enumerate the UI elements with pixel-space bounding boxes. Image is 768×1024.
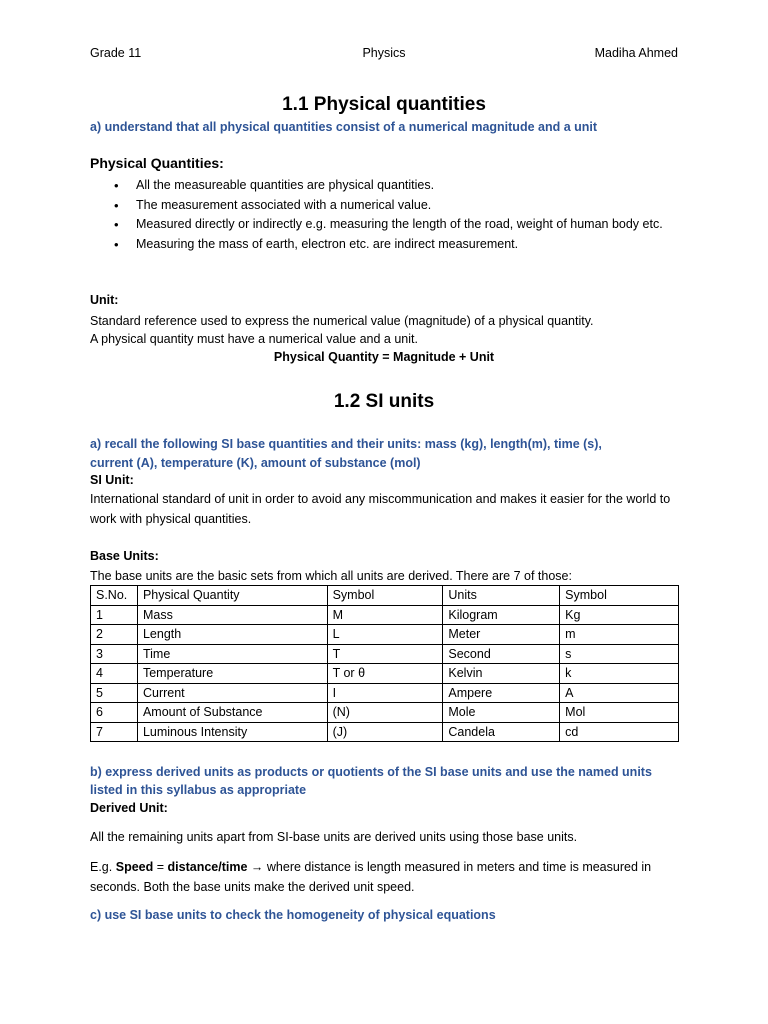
header-grade: Grade 11 [90,46,142,60]
section-2-objective-b-line1: b) express derived units as products or quotients of the SI base units and use the named units [90,765,652,779]
table-row [91,683,679,703]
cell-sno: 2 [91,625,138,645]
section-1-title: 1.1 Physical quantities [282,94,486,115]
unit-requirement: A physical quantity must have a numerical value and a unit. [90,332,418,346]
list-item: • Measured directly or indirectly e.g. measuring the length of the road, weight of human body etc. [90,215,680,235]
cell-symbol: I [327,683,443,703]
cell-sno: 1 [91,605,138,625]
cell-unit: Ampere [443,683,560,703]
cell-symbol: T or θ [327,664,443,684]
speed-example [90,858,680,897]
cell-unit: Kilogram [443,605,560,625]
example-equals: = [156,860,165,874]
list-item: • All the measureable quantities are physical quantities. [90,176,680,196]
cell-symbol: M [327,605,443,625]
section-2-objective-c: c) use SI base units to check the homogeneity of physical equations [90,908,496,922]
section-1-objective: a) understand that all physical quantities consist of a numerical magnitude and a unit [90,120,598,134]
base-units-description: The base units are the basic sets from which all units are derived. There are 7 of those: [90,569,572,583]
cell-unit-symbol: Mol [560,703,679,723]
derived-unit-label: Derived Unit: [90,801,168,815]
cell-quantity: Time [137,644,327,664]
quantity-formula: Physical Quantity = Magnitude + Unit [273,350,495,364]
list-item: • The measurement associated with a numerical value. [90,196,680,216]
col-header-unit-symbol: Symbol [560,586,679,606]
cell-quantity: Current [137,683,327,703]
section-2-objective-b-line2: listed in this syllabus as appropriate [90,783,307,797]
table-header-row [91,586,679,606]
si-unit-label: SI Unit: [90,473,134,487]
table-row [91,722,679,742]
col-header-sno: S.No. [91,586,138,606]
cell-unit: Kelvin [443,664,560,684]
table-row [91,703,679,723]
cell-unit: Meter [443,625,560,645]
cell-unit-symbol: k [560,664,679,684]
cell-quantity: Temperature [137,664,327,684]
table-row [91,605,679,625]
cell-unit-symbol: cd [560,722,679,742]
section-2-objective-a-line1: a) recall the following SI base quantities and their units: mass (kg), length(m), time (s), [90,437,602,451]
unit-definition: Standard reference used to express the numerical value (magnitude) of a physical quantity. [90,314,594,328]
si-unit-definition: International standard of unit in order to avoid any miscommunication and makes it easier for the world to work with physical quantities. [90,492,671,526]
header-subject: Physics [362,46,406,60]
section-2-title: 1.2 SI units [333,391,435,412]
cell-sno: 5 [91,683,138,703]
right-arrow-icon: → [250,860,264,874]
cell-quantity: Amount of Substance [137,703,327,723]
section-2-objective-a-line2: current (A), temperature (K), amount of substance (mol) [90,456,421,470]
cell-quantity: Length [137,625,327,645]
cell-unit-symbol: m [560,625,679,645]
col-header-units: Units [443,586,560,606]
table-row [91,625,679,645]
physical-quantities-heading: Physical Quantities: [90,155,224,171]
list-item: • Measuring the mass of earth, electron etc. are indirect measurement. [90,235,680,255]
header-author: Madiha Ahmed [594,46,678,60]
cell-quantity: Mass [137,605,327,625]
col-header-quantity: Physical Quantity [137,586,327,606]
cell-symbol: L [327,625,443,645]
col-header-symbol: Symbol [327,586,443,606]
cell-symbol: T [327,644,443,664]
derived-unit-definition: All the remaining units apart from SI-base units are derived units using those base units. [90,830,578,844]
example-formula: distance/time [167,860,248,874]
cell-symbol: (N) [327,703,443,723]
cell-sno: 6 [91,703,138,723]
cell-unit-symbol: A [560,683,679,703]
base-units-label: Base Units: [90,549,159,563]
example-explanation: where distance is length measured in meters and time is measured in seconds. Both the base units make the derived unit speed. [90,860,652,894]
si-base-units-table [90,585,679,742]
example-speed: Speed [115,860,154,874]
unit-label: Unit: [90,293,119,307]
table-row [91,664,679,684]
cell-sno: 7 [91,722,138,742]
cell-unit: Candela [443,722,560,742]
table-row [91,644,679,664]
example-prefix: E.g. [90,860,113,874]
cell-unit-symbol: Kg [560,605,679,625]
cell-unit-symbol: s [560,644,679,664]
cell-symbol: (J) [327,722,443,742]
cell-sno: 4 [91,664,138,684]
cell-sno: 3 [91,644,138,664]
physical-quantities-list [90,176,680,254]
cell-unit: Second [443,644,560,664]
cell-unit: Mole [443,703,560,723]
cell-quantity: Luminous Intensity [137,722,327,742]
